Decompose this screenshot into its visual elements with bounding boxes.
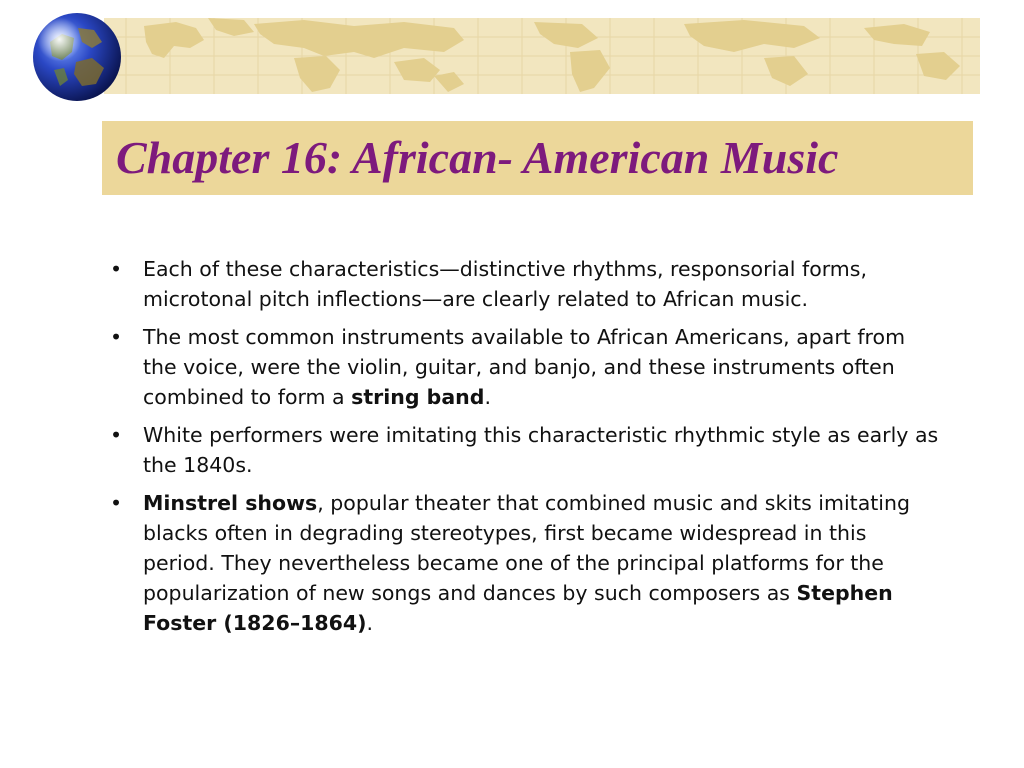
bold-term-minstrel-shows: Minstrel shows xyxy=(143,491,318,515)
bullet-item xyxy=(104,488,944,638)
map-continents xyxy=(144,18,960,92)
bold-term-string-band: string band xyxy=(351,385,485,409)
world-map-banner xyxy=(104,18,980,94)
bullet-text: Each of these characteristics—distinctive rhythms, responsorial forms, microtonal pitch inflections—are clearly related to African music. xyxy=(143,257,867,311)
bullet-marker: • xyxy=(110,325,123,349)
bullet-item xyxy=(104,420,944,480)
bullet-item xyxy=(104,254,944,314)
bullet-marker: • xyxy=(110,423,123,447)
bullet-text: The most common instruments available to African Americans, apart from the voice, were the violin, guitar, and banjo, and these instruments often combined to form a xyxy=(143,325,906,409)
globe-icon xyxy=(32,12,122,102)
slide-title: Chapter 16: African- American Music xyxy=(116,132,839,183)
title-box xyxy=(102,121,973,195)
bullet-marker: • xyxy=(110,257,123,281)
bullet-text-end: . xyxy=(366,611,374,635)
bullet-text-end: . xyxy=(484,385,491,409)
bullet-list xyxy=(104,254,944,646)
bullet-item xyxy=(104,322,944,412)
world-map-graphic xyxy=(104,18,980,94)
bullet-marker: • xyxy=(110,491,123,515)
bullet-text: , popular theater that combined music and skits imitating blacks often in degrading stereotypes, first became widespread in this period. They nevertheless became one of the principal platforms for the popularization of new songs and dances by such composers as xyxy=(143,491,910,605)
bullet-text: White performers were imitating this characteristic rhythmic style as early as the 1840s. xyxy=(143,423,939,477)
bold-term-stephen-foster: Stephen Foster (1826–1864) xyxy=(143,581,893,635)
